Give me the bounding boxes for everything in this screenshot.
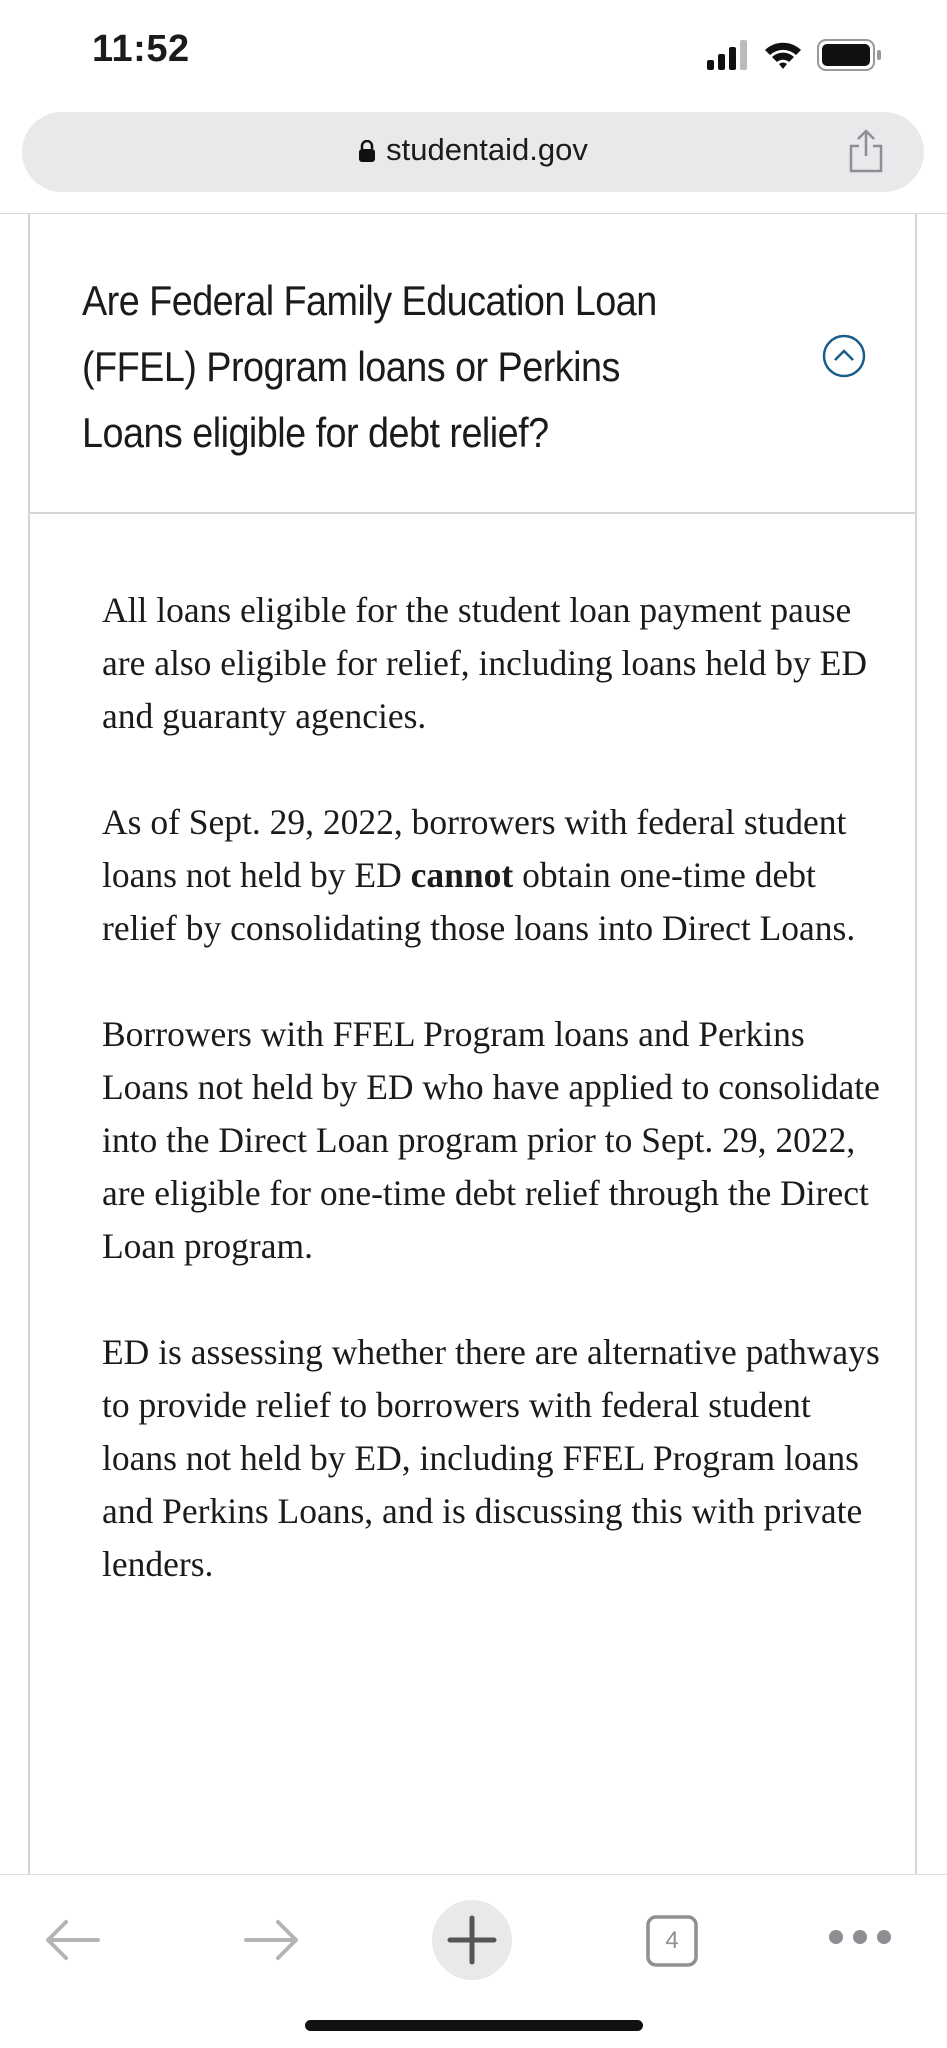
more-options-icon[interactable]: [828, 1929, 892, 1945]
status-icons: [707, 36, 887, 72]
wifi-icon: [763, 40, 803, 70]
faq-accordion: [28, 214, 917, 1874]
forward-arrow-icon[interactable]: [242, 1917, 302, 1963]
address-bar[interactable]: [22, 112, 924, 192]
battery-icon: [817, 39, 883, 71]
accordion-header[interactable]: [30, 214, 915, 514]
accordion-title[interactable]: Are Federal Family Education Loan (FFEL) Program loans or Perkins Loans eligible for debt relief?: [82, 277, 657, 456]
cellular-signal-icon: [707, 40, 749, 70]
answer-paragraph-1: All loans eligible for the student loan payment pause are also eligible for relief, including loans held by ED and guaranty agencies.: [102, 590, 867, 736]
url-text: studentaid.gov: [386, 132, 588, 167]
accordion-body: [102, 584, 892, 1644]
home-indicator: [305, 2020, 643, 2031]
share-icon[interactable]: [846, 128, 886, 174]
answer-paragraph-3: Borrowers with FFEL Program loans and Perkins Loans not held by ED who have applied to consolidate into the Direct Loan program prior to Sept. 29, 2022, are eligible for one-time debt relief through the Direct Loan program.: [102, 1014, 880, 1266]
new-tab-plus-icon[interactable]: [432, 1900, 512, 1980]
chevron-up-circle-icon[interactable]: [822, 334, 866, 378]
lock-icon: [358, 140, 376, 162]
answer-paragraph-4: ED is assessing whether there are alternative pathways to provide relief to borrowers with federal student loans not held by ED, including FFEL Program loans and Perkins Loans, and is discussing this with private lenders.: [102, 1332, 880, 1584]
browser-toolbar: [0, 1875, 947, 2048]
tabs-button[interactable]: [646, 1915, 698, 1967]
status-bar: [0, 0, 947, 110]
back-arrow-icon[interactable]: [42, 1917, 102, 1963]
tabs-count: 4: [665, 1927, 679, 1954]
answer-paragraph-2: As of Sept. 29, 2022, borrowers with federal student loans not held by ED cannot obtain one-time debt relief by consolidating those loans into Direct Loans.: [102, 802, 856, 948]
emphasis-cannot: cannot: [410, 855, 514, 895]
status-time: 11:52: [92, 28, 190, 70]
